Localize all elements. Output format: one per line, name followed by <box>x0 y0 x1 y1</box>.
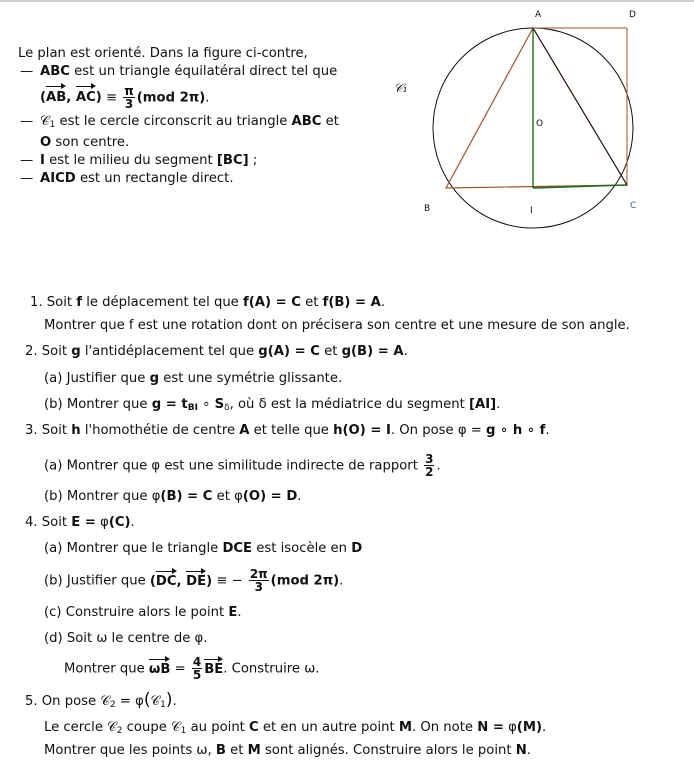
question-2a: (a) Justifier que g est une symétrie glissante. <box>44 371 343 386</box>
intro-item-abc: — ABC est un triangle équilatéral direct tel que <box>20 64 338 80</box>
label-c1: 𝒞₁ <box>394 81 408 95</box>
question-4a: (a) Montrer que le triangle DCE est isocèle en D <box>44 541 363 556</box>
question-3b: (b) Montrer que φ(B) = C et φ(O) = D. <box>44 489 302 504</box>
question-4d-detail: Montrer que ωB = $\frac{4}{5}$ BE. Construire ω. <box>64 655 320 682</box>
question-3: 3. Soit h l'homothétie de centre A et telle que h(O) = I. On pose φ = g ∘ h ∘ f. <box>25 423 550 438</box>
segment-ac <box>533 28 627 185</box>
question-2: 2. Soit g l'antidéplacement tel que g(A) = C et g(B) = A. <box>25 344 408 359</box>
question-5: 5. On pose 𝒞2 = φ(𝒞1). <box>25 690 177 710</box>
question-4b: (b) Justifier que (DC, DE) ≡ − $\frac{2\pi}{3}$ (mod 2π). <box>44 567 344 594</box>
question-4d: (d) Soit ω le centre de φ. <box>44 631 208 646</box>
intro-item-circle: — 𝒞1 est le cercle circonscrit au triangle ABC et <box>20 113 339 130</box>
label-d: D <box>629 10 636 20</box>
question-4: 4. Soit E = φ(C). <box>25 515 135 530</box>
question-4c: (c) Construire alors le point E. <box>44 605 242 620</box>
label-b: B <box>424 204 431 214</box>
triangle-abc <box>446 28 627 188</box>
intro-item-midpoint: — I est le milieu du segment [BC] ; <box>20 153 258 169</box>
intro-item-angle: (AB, AC) ≡ $\frac{\pi}{3}$ (mod 2π). <box>40 83 210 111</box>
question-2b: (b) Montrer que g = tBI ∘ Sδ, où δ est la médiatrice du segment [AI]. <box>44 397 501 413</box>
label-c: C <box>630 201 637 211</box>
label-i: I <box>530 206 533 216</box>
intro-item-rect: — AICD est un rectangle direct. <box>20 171 234 187</box>
question-1: 1. Soit f le déplacement tel que f(A) = C et f(B) = A. <box>30 295 386 310</box>
label-o: O <box>536 119 544 129</box>
question-1-detail: Montrer que f est une rotation dont on précisera son centre et une mesure de son angle. <box>44 318 630 333</box>
intro-line-1: Le plan est orienté. Dans la figure ci-contre, <box>18 46 308 61</box>
question-3a: (a) Montrer que φ est une similitude indirecte de rapport $\frac{3}{2}$ . <box>44 452 441 479</box>
geometry-figure <box>390 0 694 270</box>
question-5-detail-2: Montrer que les points ω, B et M sont alignés. Construire alors le point N. <box>44 743 531 758</box>
intro-text <box>18 45 388 189</box>
question-5-detail-1: Le cercle 𝒞2 coupe 𝒞1 au point C et en un autre point M. On note N = φ(M). <box>44 720 547 736</box>
intro-item-circle-cont: O son centre. <box>40 134 130 150</box>
label-a: A <box>535 10 542 20</box>
